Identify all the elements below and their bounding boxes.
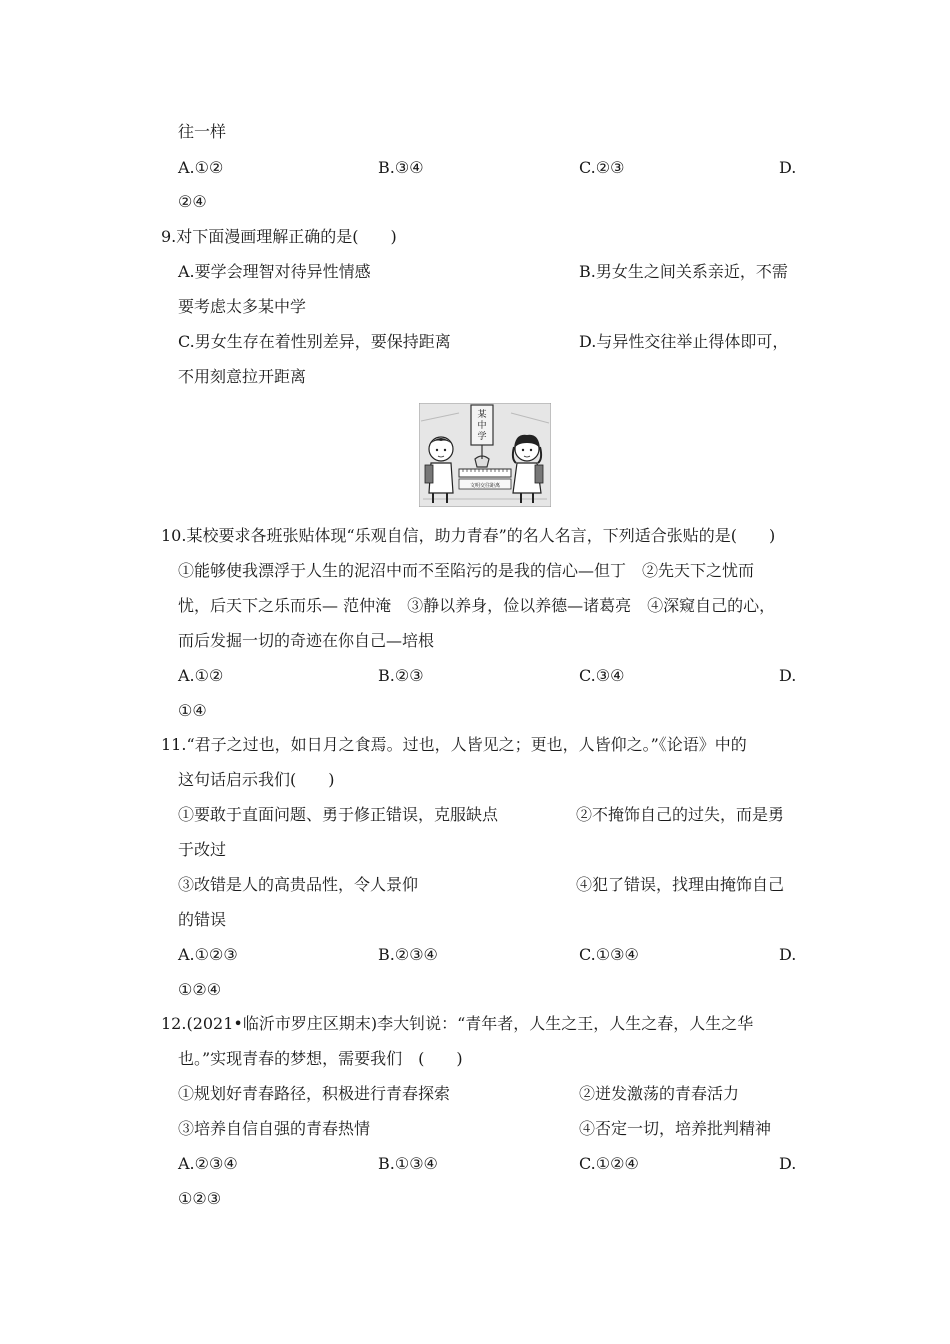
q10-quote-line-1: ①能够使我漂浮于人生的泥沼中而不至陷污的是我的信心—但丁 ②先天下之忧而 (178, 561, 755, 580)
q8-option-d: D. (779, 158, 797, 177)
q8-option-b: B.③④ (378, 158, 424, 177)
q12-statement-4: ④否定一切，培养批判精神 (579, 1119, 772, 1138)
q9-option-b: B.男女生之间关系亲近，不需 (579, 262, 788, 281)
q10-option-b: B.②③ (378, 666, 424, 685)
q11-option-c: C.①③④ (579, 945, 639, 964)
q10-option-d: D. (779, 666, 797, 685)
q11-option-a: A.①②③ (178, 945, 238, 964)
sign-char-2: 中 (477, 421, 487, 431)
sign-char-1: 某 (477, 410, 487, 420)
q11-option-b: B.②③④ (378, 945, 438, 964)
q11-statement-3: ③改错是人的高贵品性，令人景仰 (178, 875, 419, 894)
q11-statement-4-wrap: 的错误 (178, 910, 227, 929)
q9-stem: 9.对下面漫画理解正确的是( ) (161, 227, 397, 246)
q11-statement-2: ②不掩饰自己的过失，而是勇 (576, 805, 785, 824)
q12-stem-line-1: 12.(2021•临沂市罗庄区期末)李大钊说：“青年者，人生之王，人生之春，人生之华 (161, 1014, 754, 1033)
q8-option-c: C.②③ (579, 158, 625, 177)
q11-option-d-wrap: ①②④ (178, 980, 222, 999)
sign-char-3: 学 (477, 432, 487, 442)
q12-option-a: A.②③④ (178, 1154, 238, 1173)
q11-statement-4: ④犯了错误，找理由掩饰自己 (576, 875, 785, 894)
q10-option-a: A.①② (178, 666, 224, 685)
q9-option-d-wrap: 不用刻意拉开距离 (178, 367, 307, 386)
q10-option-d-wrap: ①④ (178, 701, 207, 720)
q9-option-b-wrap: 要考虑太多某中学 (178, 297, 307, 316)
q10-quote-line-2: 忧，后天下之乐而乐— 范仲淹 ③静以养身，俭以养德—诸葛亮 ④深窥自己的心， (178, 596, 776, 615)
q10-option-c: C.③④ (579, 666, 625, 685)
q11-stem-line-2: 这句话启示我们( ) (178, 770, 335, 789)
q11-option-d: D. (779, 945, 797, 964)
q12-statement-3: ③培养自信自强的青春热情 (178, 1119, 371, 1138)
q12-option-c: C.①②④ (579, 1154, 639, 1173)
q12-option-d-wrap: ①②③ (178, 1189, 222, 1208)
q12-statement-2: ②迸发激荡的青春活力 (579, 1084, 740, 1103)
q10-stem: 10.某校要求各班张贴体现“乐观自信，助力青春”的名人名言，下列适合张贴的是( ) (161, 526, 776, 545)
q9-option-c: C.男女生存在着性别差异，要保持距离 (178, 332, 451, 351)
q9-option-a: A.要学会理智对待异性情感 (178, 262, 371, 281)
q8-stem-continuation: 往一样 (178, 122, 227, 141)
ruler-label: 文明交往距离 (469, 483, 501, 489)
q11-statement-2-wrap: 于改过 (178, 840, 227, 859)
q8-option-a: A.①② (178, 158, 224, 177)
q9-option-d: D.与异性交往举止得体即可， (579, 332, 789, 351)
q11-stem-line-1: 11.“君子之过也，如日月之食焉。过也，人皆见之；更也，人皆仰之。”《论语》中的 (161, 735, 747, 754)
q10-quote-line-3: 而后发掘一切的奇迹在你自己—培根 (178, 631, 435, 650)
q12-option-d: D. (779, 1154, 797, 1173)
q12-option-b: B.①③④ (378, 1154, 438, 1173)
cartoon-illustration (419, 403, 551, 507)
q12-statement-1: ①规划好青春路径，积极进行青春探索 (178, 1084, 451, 1103)
q12-stem-line-2: 也。”实现青春的梦想，需要我们 ( ) (178, 1049, 463, 1068)
q8-option-d-wrap: ②④ (178, 192, 207, 211)
q11-statement-1: ①要敢于直面问题、勇于修正错误，克服缺点 (178, 805, 499, 824)
